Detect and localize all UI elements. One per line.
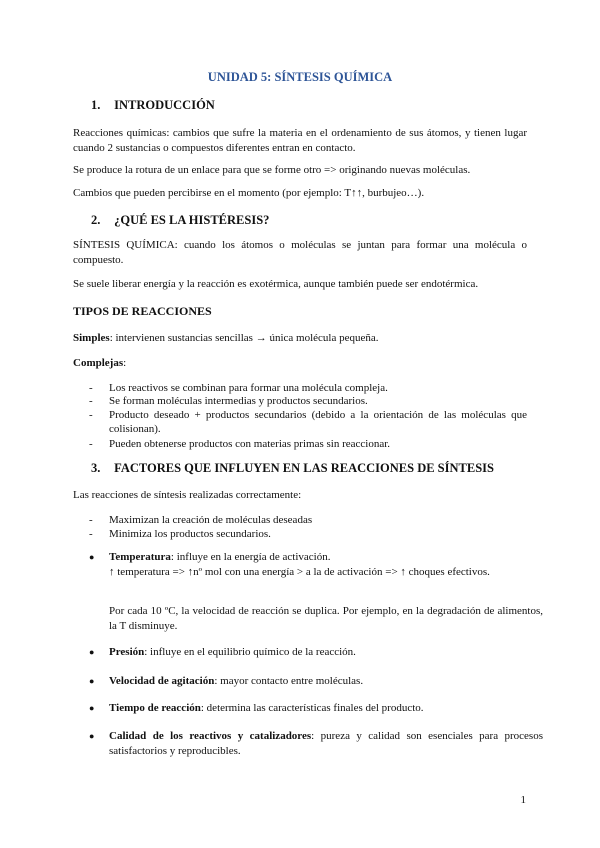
dash-marker: - [89,514,93,526]
bullet-text [109,729,543,759]
paragraph-complejas [73,356,527,371]
page-number: 1 [520,794,526,806]
bullet-marker: ● [89,552,95,562]
list-item-text: Pueden obtenerse productos con materias primas sin reaccionar. [109,438,391,450]
list-item-text: Maximizan la creación de moléculas deseadas [109,514,313,526]
section-heading-introduccion [91,98,215,113]
section-title: FACTORES QUE INFLUYEN EN LAS REACCIONES DE SÍNTESIS [114,461,494,475]
dash-marker: - [89,395,93,407]
section-title: ¿QUÉ ES LA HISTÉRESIS? [114,213,270,227]
term-presion: Presión [109,646,145,658]
term-temperatura: Temperatura [109,551,171,563]
term-simples: Simples [73,332,110,344]
paragraph-energia: Se suele liberar energía y la reacción es exotérmica, aunque también puede ser endotérmica. [73,278,479,290]
dash-marker: - [89,528,93,540]
paragraph-sintesis-definicion: SÍNTESIS QUÍMICA: cuando los átomos o moléculas se juntan para formar una molécula o compuesto. [73,239,527,266]
definition-presion: : influye en el equilibrio químico de la reacción. [144,646,356,658]
definition-simples: : intervienen sustancias sencillas → única molécula pequeña. [109,332,379,344]
temperatura-detail: ↑ temperatura => ↑nº mol con una energía > a la de activación => ↑ choques efectivos. [109,566,490,578]
definition-temperatura: : influye en la energía de activación. [170,551,331,563]
definition-tiempo: : determina las características finales del producto. [200,702,424,714]
dash-marker: - [89,438,93,450]
section-number: 1. [91,98,101,112]
section-heading-histeresis [91,213,269,228]
bullet-text [109,701,543,716]
bullet-marker: ● [89,731,95,741]
term-tiempo: Tiempo de reacción [109,702,201,714]
bullet-marker: ● [89,676,95,686]
paragraph-intro-2: Se produce la rotura de un enlace para que se forme otro => originando nuevas moléculas. [73,164,471,176]
bullet-text [109,674,543,689]
list-item-text: Se forman moléculas intermedias y productos secundarios. [109,395,368,407]
section-title: INTRODUCCIÓN [114,98,215,112]
dash-marker: - [89,382,93,394]
bullet-text [109,550,543,580]
bullet-text [109,645,543,660]
section-heading-factores [91,461,494,476]
definition-complejas: : [123,357,127,369]
paragraph-intro-1: Reacciones químicas: cambios que sufre la materia en el ordenamiento de sus átomos, y tienen lugar cuando 2 sustancias o compuestos diferentes entran en contacto. [73,127,527,154]
dash-marker: - [89,409,93,421]
definition-velocidad: : mayor contacto entre moléculas. [214,675,364,687]
bullet-marker: ● [89,647,95,657]
subheading-tipos-reacciones: TIPOS DE REACCIONES [73,304,212,318]
paragraph-intro-3: Cambios que pueden percibirse en el momento (por ejemplo: T↑↑, burbujeo…). [73,187,425,199]
paragraph-factores-intro: Las reacciones de síntesis realizadas correctamente: [73,489,302,501]
section-number: 2. [91,213,101,227]
term-calidad: Calidad de los reactivos y catalizadores [109,730,312,742]
paragraph-simples [73,331,527,346]
term-complejas: Complejas [73,357,124,369]
list-item-text: Los reactivos se combinan para formar una molécula compleja. [109,382,388,394]
bullet-marker: ● [89,703,95,713]
list-item-text: Minimiza los productos secundarios. [109,528,271,540]
definition-calidad: : pureza y calidad son esenciales para procesos satisfactorios y reproducibles. [109,730,543,757]
list-item-text: Producto deseado + productos secundarios (debido a la orientación de las moléculas que colisionan). [109,409,527,435]
temperatura-note-text: Por cada 10 ºC, la velocidad de reacción se duplica. Por ejemplo, en la degradación de alimentos, la T disminuye. [109,605,543,632]
term-velocidad: Velocidad de agitación [109,675,215,687]
document-title: UNIDAD 5: SÍNTESIS QUÍMICA [207,70,393,84]
section-number: 3. [91,461,101,475]
